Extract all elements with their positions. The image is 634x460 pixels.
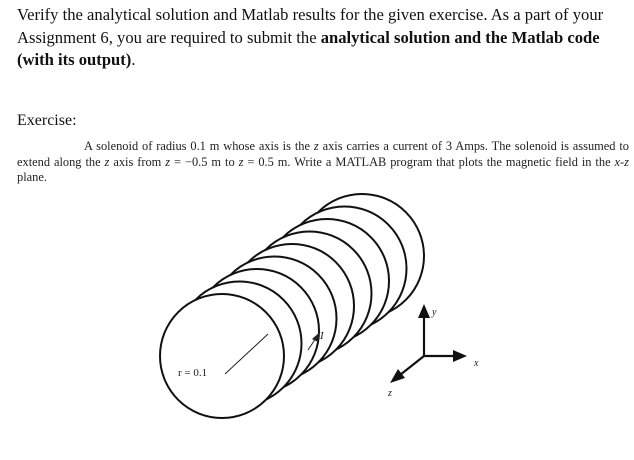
statement-var-z-5: z [624,154,629,169]
statement-var-z-1: z [313,139,319,153]
x-axis-arrowhead [453,350,467,362]
coil-loop [160,294,284,418]
statement-text-4: = −0.5 m to [170,154,239,169]
statement-text-1: A solenoid of radius 0.1 m whose axis is the [84,139,314,153]
exercise-heading: Exercise: [17,112,77,129]
y-axis-arrowhead [418,304,430,318]
statement-text-3: axis from [109,154,166,169]
statement-var-z-2: z [104,154,110,169]
radius-label: r = 0.1 [178,367,208,379]
statement-var-z-4: z [238,154,244,169]
z-axis-label: z [388,388,392,399]
statement-text-7: plane. [17,170,47,184]
statement-var-x: x [614,154,621,169]
solenoid-coils [160,194,424,418]
intro-end: . [131,50,136,69]
statement-text-5: = 0.5 m. Write a MATLAB program that plots the magnetic field in the [243,154,615,169]
z-axis-arrowhead [390,369,405,383]
statement-text-6: - [620,154,625,169]
y-axis-label: y [432,307,437,318]
statement-text-2: axis carries a current of 3 Amps. The solenoid is assumed to extend along the [17,139,629,169]
x-axis-label: x [474,358,479,369]
current-label: I [320,330,324,342]
statement-var-z-3: z [165,154,171,169]
intro-bold-requirement: analytical solution and the Matlab code (with its output) [17,27,600,69]
intro-text-1: Verify the analytical solution and Matlab results for the given exercise. As a part of your Assignment 6, you are required to submit the [17,5,604,47]
z-axis-line [400,356,424,375]
